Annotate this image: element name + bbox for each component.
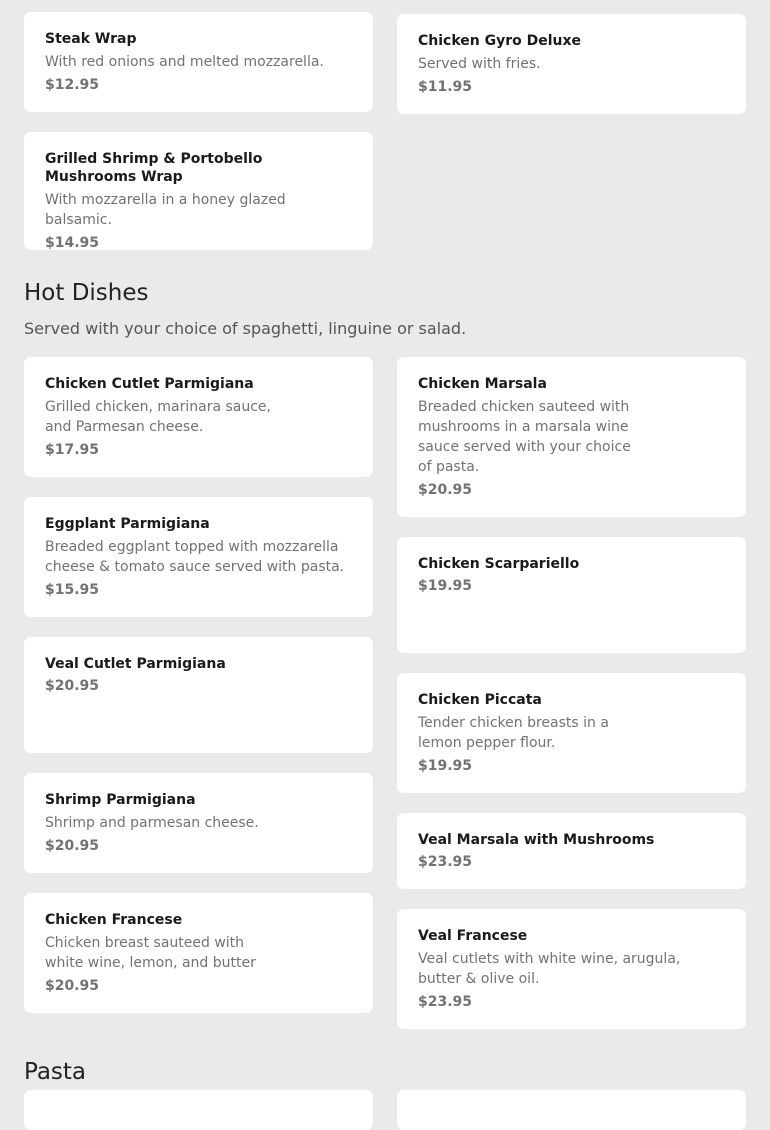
menu-item-pasta-partial-left[interactable] bbox=[24, 1090, 373, 1130]
item-price: $23.95 bbox=[418, 854, 473, 870]
menu-item-chicken-marsala[interactable] bbox=[397, 357, 746, 517]
menu-item-veal-francese[interactable] bbox=[397, 909, 746, 1029]
item-price: $19.95 bbox=[418, 578, 473, 594]
menu-item-veal-cutlet-parmigiana[interactable] bbox=[24, 637, 373, 753]
section-title-hot-dishes: Hot Dishes bbox=[24, 280, 149, 306]
menu-item-chicken-scarpariello[interactable] bbox=[397, 537, 746, 653]
menu-item-veal-marsala-with-mushrooms[interactable] bbox=[397, 813, 746, 889]
item-name: Steak Wrap bbox=[45, 31, 137, 47]
item-description: With red onions and melted mozzarella. bbox=[45, 54, 324, 70]
menu-item-chicken-gyro-deluxe[interactable] bbox=[397, 14, 746, 114]
item-name: Shrimp Parmigiana bbox=[45, 792, 196, 808]
item-price: $20.95 bbox=[45, 678, 100, 694]
item-name: Veal Francese bbox=[418, 928, 528, 944]
item-description: Grilled chicken, marinara sauce, and Parmesan cheese. bbox=[45, 399, 271, 435]
item-description: Chicken breast sauteed with white wine, lemon, and butter bbox=[45, 935, 256, 971]
item-name: Chicken Francese bbox=[45, 912, 183, 928]
item-description: Veal cutlets with white wine, arugula, butter & olive oil. bbox=[418, 951, 681, 987]
item-price: $14.95 bbox=[45, 235, 100, 251]
menu-item-pasta-partial-right[interactable] bbox=[397, 1090, 746, 1130]
item-price: $23.95 bbox=[418, 994, 473, 1010]
item-price: $20.95 bbox=[45, 978, 100, 994]
item-name: Veal Cutlet Parmigiana bbox=[45, 656, 226, 672]
item-price: $19.95 bbox=[418, 758, 473, 774]
item-name: Chicken Gyro Deluxe bbox=[418, 33, 582, 49]
item-price: $12.95 bbox=[45, 77, 100, 93]
item-description: Served with fries. bbox=[418, 56, 541, 72]
item-description: Shrimp and parmesan cheese. bbox=[45, 815, 259, 831]
menu-item-chicken-piccata[interactable] bbox=[397, 673, 746, 793]
item-description: With mozzarella in a honey glazed balsamic. bbox=[45, 192, 286, 228]
menu-item-grilled-shrimp-wrap[interactable] bbox=[24, 132, 373, 250]
section-title-pasta: Pasta bbox=[24, 1059, 87, 1085]
item-name: Chicken Scarpariello bbox=[418, 556, 580, 572]
item-name: Grilled Shrimp & Portobello Mushrooms Wrap bbox=[45, 151, 263, 185]
item-name: Chicken Cutlet Parmigiana bbox=[45, 376, 254, 392]
menu-item-eggplant-parmigiana[interactable] bbox=[24, 497, 373, 617]
item-name: Eggplant Parmigiana bbox=[45, 516, 210, 532]
item-price: $20.95 bbox=[45, 838, 100, 854]
item-price: $15.95 bbox=[45, 582, 100, 598]
section-subtitle-hot-dishes: Served with your choice of spaghetti, linguine or salad. bbox=[24, 319, 467, 338]
menu-item-chicken-cutlet-parmigiana[interactable] bbox=[24, 357, 373, 477]
item-description: Breaded eggplant topped with mozzarella cheese & tomato sauce served with pasta. bbox=[45, 539, 345, 575]
menu-item-chicken-francese[interactable] bbox=[24, 893, 373, 1013]
menu-item-steak-wrap[interactable] bbox=[24, 12, 373, 112]
item-name: Chicken Marsala bbox=[418, 376, 547, 392]
item-description: Tender chicken breasts in a lemon pepper flour. bbox=[418, 715, 609, 751]
item-name: Veal Marsala with Mushrooms bbox=[418, 832, 655, 848]
item-description: Breaded chicken sauteed with mushrooms in a marsala wine sauce served with your choice of pasta. bbox=[418, 399, 631, 475]
item-name: Chicken Piccata bbox=[418, 692, 542, 708]
item-price: $11.95 bbox=[418, 79, 473, 95]
item-price: $17.95 bbox=[45, 442, 100, 458]
menu-item-shrimp-parmigiana[interactable] bbox=[24, 773, 373, 873]
item-price: $20.95 bbox=[418, 482, 473, 498]
